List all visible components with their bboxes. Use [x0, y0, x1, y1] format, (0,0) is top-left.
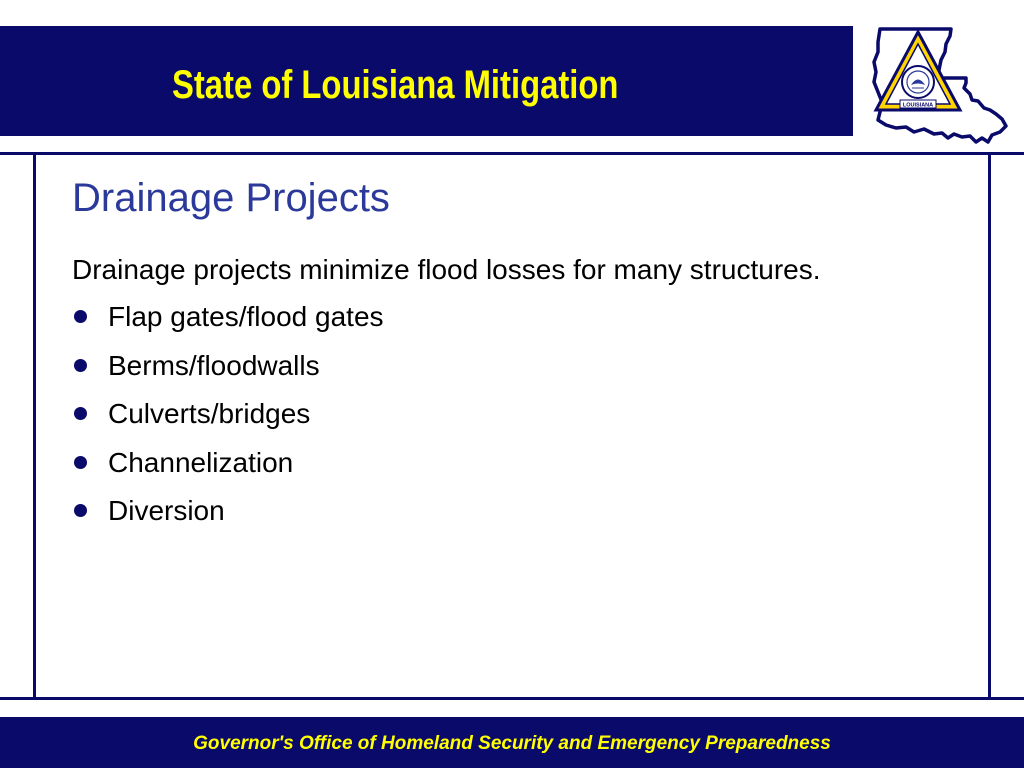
bullet-dot-icon [74, 407, 87, 420]
bullet-text: Culverts/bridges [108, 398, 311, 429]
footer-text: Governor's Office of Homeland Security and Emergency Preparedness [193, 733, 831, 754]
bullet-item [72, 347, 872, 384]
slide-title: Drainage Projects [72, 176, 390, 220]
bullet-text: Berms/floodwalls [108, 349, 320, 381]
logo-label: LOUISIANA [902, 102, 934, 109]
frame-left-line [33, 152, 36, 700]
frame-right-line [988, 152, 991, 700]
bullet-item [72, 444, 872, 481]
bullet-item [72, 298, 872, 335]
bullet-dot-icon [74, 359, 87, 372]
bullet-text: Diversion [108, 495, 225, 526]
bullet-text: Channelization [108, 446, 294, 478]
frame-top-line [0, 152, 1024, 155]
frame-bottom-line [0, 697, 1024, 700]
intro-text: Drainage projects minimize flood losses for many structures. [72, 254, 821, 285]
bullet-dot-icon [74, 456, 87, 469]
louisiana-logo [866, 22, 1016, 148]
footer-bar [0, 717, 1024, 768]
bullet-dot-icon [74, 504, 87, 517]
bullet-list [72, 298, 872, 529]
bullet-item [72, 395, 872, 432]
slide-body [72, 251, 872, 541]
header-title: State of Louisiana Mitigation [172, 63, 619, 107]
bullet-dot-icon [74, 310, 87, 323]
bullet-item [72, 492, 872, 529]
bullet-text: Flap gates/flood gates [108, 301, 384, 332]
